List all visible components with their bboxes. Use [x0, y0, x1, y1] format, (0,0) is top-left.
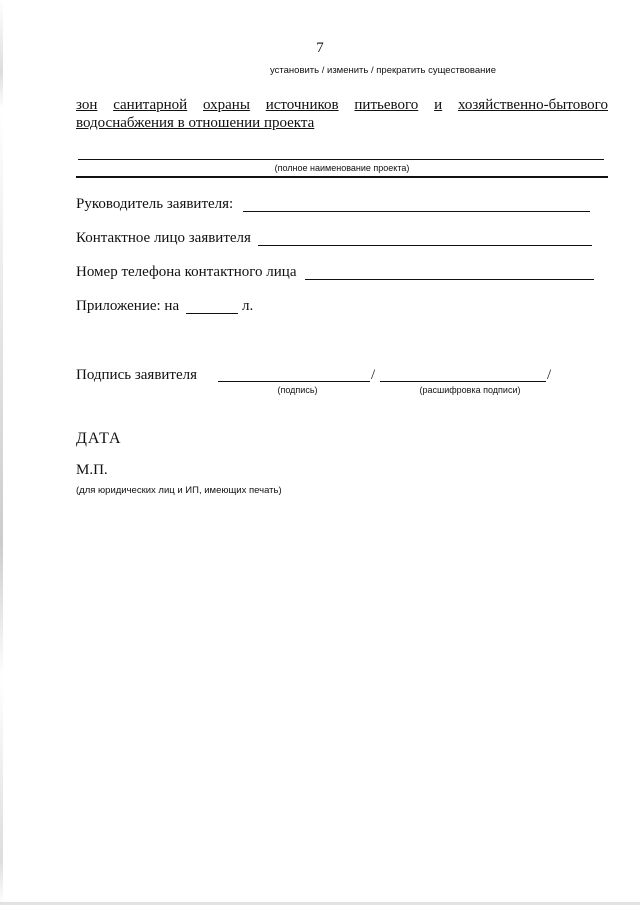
attachment-unit: л.: [242, 298, 254, 314]
attachment-label: Приложение: на: [76, 298, 180, 314]
subject-word: питьевого: [354, 97, 419, 113]
signature-separator: /: [371, 367, 376, 383]
signature-field[interactable]: [218, 381, 370, 382]
signature-caption: (подпись): [277, 385, 318, 395]
stamp-note: (для юридических лиц и ИП, имеющих печать): [76, 485, 282, 496]
action-options: установить / изменить / прекратить существование: [270, 65, 496, 76]
subject-word: охраны: [203, 97, 250, 113]
phone-field[interactable]: [305, 279, 594, 280]
page-number: 7: [316, 40, 324, 56]
project-name-caption: (полное наименование проекта): [274, 163, 410, 173]
project-name-line[interactable]: [78, 159, 604, 160]
subject-word: источников: [265, 97, 339, 113]
scan-left-edge: [0, 0, 3, 905]
head-field[interactable]: [243, 211, 590, 212]
stamp-label: М.П.: [76, 462, 108, 478]
attachment-pages-field[interactable]: [186, 313, 238, 314]
subject-text: [76, 96, 608, 132]
subject-line-2: водоснабжения в отношении проекта: [76, 115, 315, 131]
subject-word: санитарной: [113, 97, 188, 113]
contact-field[interactable]: [258, 245, 592, 246]
signature-separator-end: /: [547, 367, 552, 383]
signature-decode-field[interactable]: [380, 381, 546, 382]
subject-line-1: [76, 96, 608, 114]
date-label: ДАТА: [76, 430, 122, 447]
caption-divider: [76, 176, 608, 178]
signature-label: Подпись заявителя: [76, 367, 198, 383]
phone-label: Номер телефона контактного лица: [76, 264, 297, 280]
decode-caption: (расшифровка подписи): [419, 385, 521, 395]
subject-word: зон: [76, 97, 98, 113]
contact-label: Контактное лицо заявителя: [76, 230, 251, 246]
head-label: Руководитель заявителя:: [76, 196, 234, 212]
subject-word: хозяйственно-бытового: [457, 97, 608, 113]
subject-word: и: [434, 97, 443, 113]
